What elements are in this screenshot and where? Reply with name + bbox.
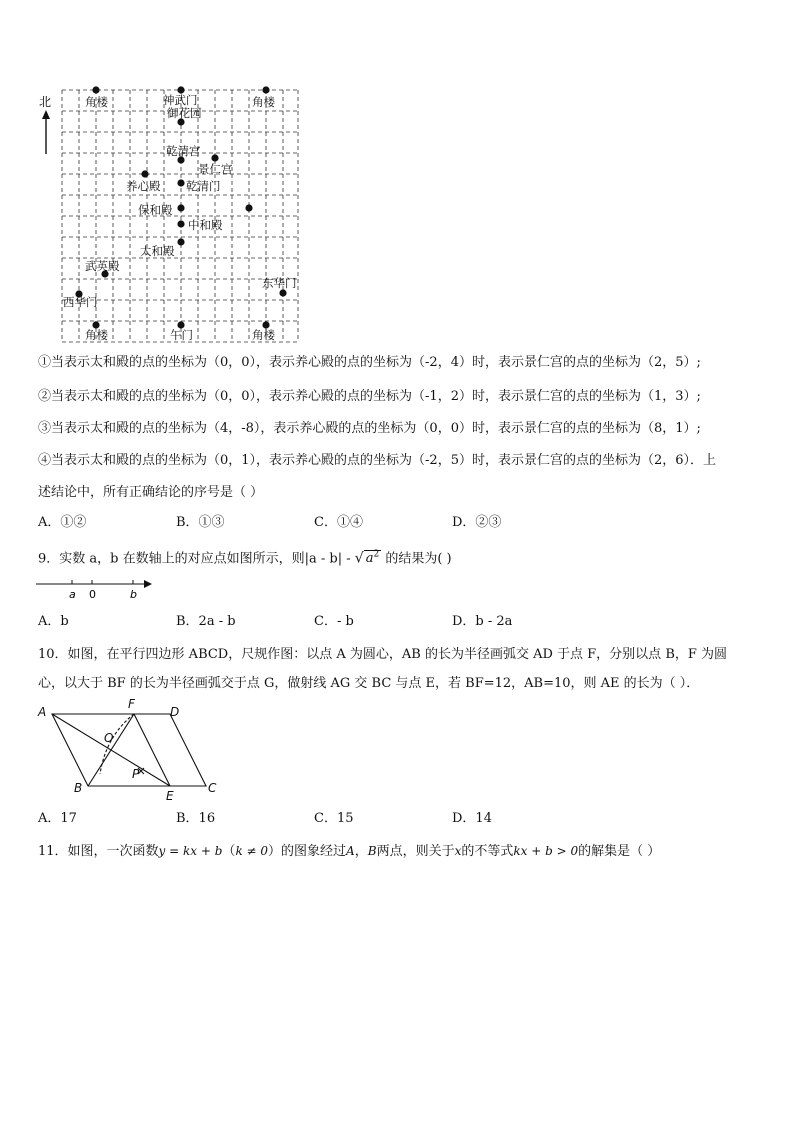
q8-statement-2: ②当表示太和殿的点的坐标为（0，0），表示养心殿的点的坐标为（-1，2）时，表示景仁宫的点的坐标为（1，3）; [38,389,701,404]
q9-exponent: 2 [373,550,380,560]
q11-text-7: 的解集是（ ） [578,844,661,859]
fig-label-O: O [104,731,114,745]
point-taihedian [177,238,184,245]
q10-option-d[interactable]: D．14 [452,811,492,826]
label-xihuamen: 西华门 [63,295,98,309]
q10-option-b[interactable]: B．16 [176,811,216,826]
q8-option-c[interactable]: C．①④ [314,515,363,530]
label-jiaolou-se: 角楼 [252,328,275,342]
label-jiaolou-nw: 角楼 [85,95,108,109]
point-donghuamen [279,289,286,296]
label-jiaolou-ne: 角楼 [252,95,275,109]
axis-label-a: a [69,588,76,601]
point-extra [245,204,252,211]
q9-stem [38,546,452,568]
q11-equation: y = kx + b [158,844,223,858]
label-yuhuayuan: 御花园 [167,106,202,120]
q8-statement-1: ①当表示太和殿的点的坐标为（0，0），表示养心殿的点的坐标为（-2，4）时，表示景仁宫的点的坐标为（2，5）; [38,355,701,370]
point-qianqingmen [177,179,184,186]
point-jiaolou-ne [262,86,269,93]
q8-statement-4: ④当表示太和殿的点的坐标为（0，1），表示养心殿的点的坐标为（-2，5）时，表示景仁宫的点的坐标为（2，6）．上 [38,453,717,468]
q9-radicand: $a^2$ [365,550,380,567]
q10-stem-line1: 10．如图，在平行四边形 ABCD，尺规作图：以点 A 为圆心，AB 的长为半径画弧交 AD 于点 F，分别以点 B，F 为圆 [38,647,728,662]
q10-stem-line2: 心，以大于 BF 的长为半径画弧交于点 G，做射线 AG 交 BC 与点 E，若 BF=12，AB=10，则 AE 的长为（ ）． [38,676,700,691]
axis-label-zero: 0 [89,588,96,601]
point-zhonghedian [177,220,184,227]
label-jiaolou-sw: 角楼 [85,328,108,342]
point-jingrengong [211,154,218,161]
map-points [75,86,286,328]
fig-label-P: P [132,767,140,781]
q9-stem-text: 9．实数 a，b 在数轴上的对应点如图所示，则|a - b| - [38,551,355,567]
point-baohedian [177,204,184,211]
fig-label-B: B [74,781,83,795]
point-yangxindian [141,170,148,177]
fig-label-A: A [38,705,47,719]
fig-label-F: F [128,697,135,711]
q11-variable: x [454,844,462,858]
q8-option-d[interactable]: D．②③ [452,515,502,530]
palace-map-figure [30,84,310,346]
label-yangxindian: 养心殿 [126,179,161,193]
label-wuyingdian: 武英殿 [85,259,120,273]
q9-option-b[interactable]: B．2a - b [176,614,236,629]
number-line-arrow-icon [144,580,152,588]
label-zhonghedian: 中和殿 [188,218,223,232]
q11-text-3: ）的图象经过 [268,844,347,859]
fig-label-C: C [208,781,217,795]
q11-point-b: B [367,844,377,858]
q11-text-6: 的不等式 [461,844,514,859]
q11-text-5: 两点，则关于 [376,844,455,859]
axis-label-b: b [130,588,137,601]
label-wumen: 午门 [170,328,193,342]
q11-stem [38,842,660,861]
fig-label-E: E [166,789,174,803]
q11-condition: k ≠ 0 [235,844,269,858]
fig-label-D: D [170,705,180,719]
label-qianqinggong: 乾清宫 [166,144,201,158]
q9-option-d[interactable]: D．b - 2a [452,614,513,629]
point-jiaolou-nw [92,86,99,93]
label-jingrengong: 景仁宫 [198,162,233,176]
q9-option-c[interactable]: C．- b [314,614,354,629]
q9-option-a[interactable]: A．b [38,614,69,629]
north-label: 北 [39,95,52,109]
q9-number-line [34,574,160,604]
label-donghuamen: 东华门 [262,276,297,290]
label-qianqingmen: 乾清门 [186,179,221,193]
q10-option-a[interactable]: A．17 [38,811,77,826]
q11-inequality: kx + b > 0 [513,844,579,858]
q8-statement-5: 述结论中，所有正确结论的序号是（ ） [38,485,264,500]
label-baohedian: 保和殿 [138,203,173,217]
north-arrow-head-icon [42,110,50,119]
q10-parallelogram-figure [34,696,226,806]
q8-option-a[interactable]: A．①② [38,515,87,530]
label-taihedian: 太和殿 [140,244,175,258]
label-shenwumen: 神武门 [163,93,198,107]
q11-text-2: （ [222,844,236,859]
q11-point-a: A [346,844,355,858]
q11-text-4: ， [354,844,368,859]
q9-stem-end: 的结果为( ) [381,551,452,567]
q8-option-b[interactable]: B．①③ [176,515,225,530]
q10-option-c[interactable]: C．15 [314,811,354,826]
sqrt-icon: √ [354,550,364,567]
q11-text-1: 11．如图，一次函数 [38,844,159,859]
q8-statement-3: ③当表示太和殿的点的坐标为（4，-8），表示养心殿的点的坐标为（0，0）时，表示景仁宫的点的坐标为（8，1）; [38,421,701,436]
